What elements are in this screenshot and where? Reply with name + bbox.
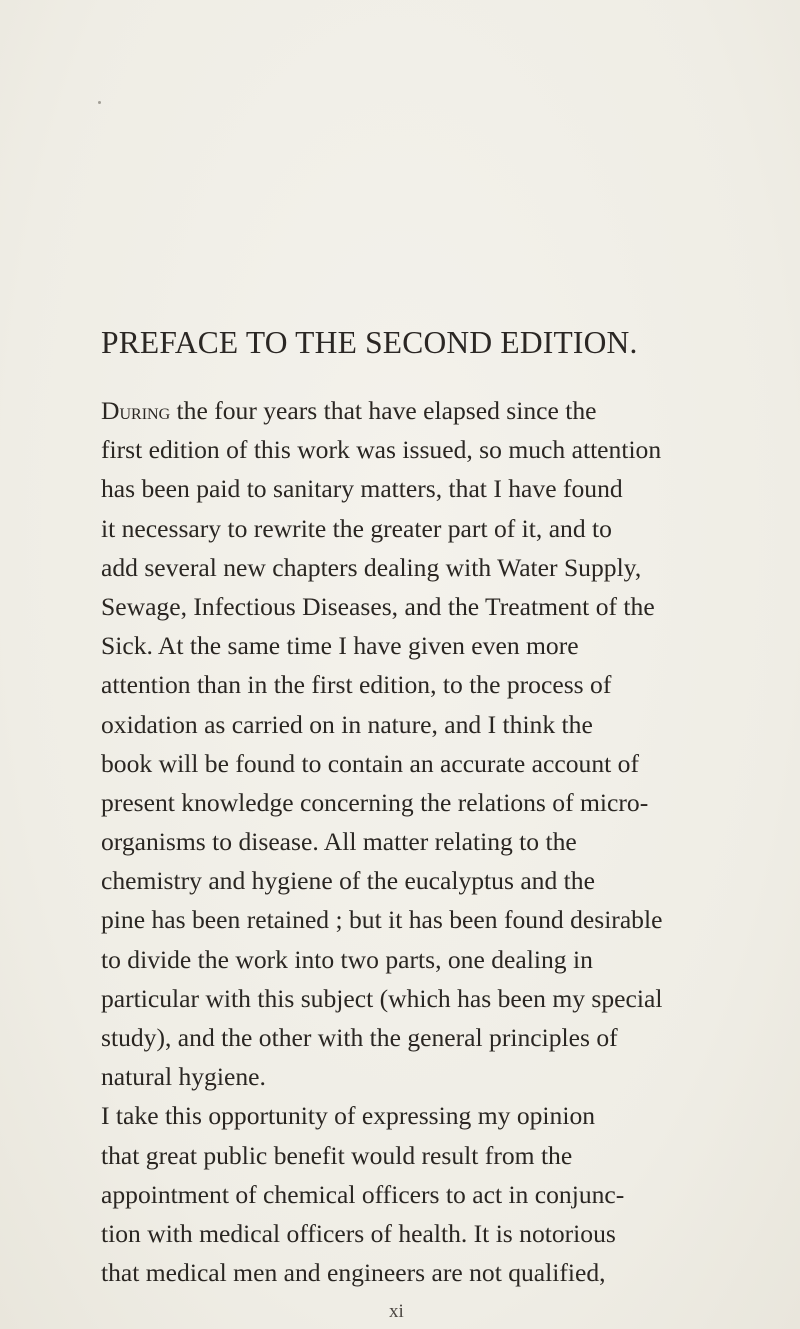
text-line: appointment of chemical officers to act in conjunc-: [101, 1179, 625, 1209]
text-line: present knowledge concerning the relations of micro-: [101, 787, 649, 817]
text-line: During the four years that have elapsed since the: [101, 396, 597, 425]
preface-body: [101, 391, 800, 1292]
text-line: it necessary to rewrite the greater part of it, and to: [101, 513, 612, 543]
text-line: book will be found to contain an accurate account of: [101, 748, 639, 778]
text-line: organisms to disease. All matter relating to the: [101, 827, 577, 857]
text-line: tion with medical officers of health. It is notorious: [101, 1218, 616, 1248]
text-line: natural hygiene.: [101, 1062, 266, 1092]
text-line: study), and the other with the general principles of: [101, 1023, 618, 1052]
text-line: has been paid to sanitary matters, that I have found: [101, 474, 623, 504]
text-line: chemistry and hygiene of the eucalyptus and the: [101, 866, 595, 896]
text-line: Sewage, Infectious Diseases, and the Treatment of the: [101, 591, 655, 621]
text-line: oxidation as carried on in nature, and I think the: [101, 709, 593, 739]
page-number: xi: [389, 1301, 404, 1322]
text-line: that medical men and engineers are not qualified,: [101, 1258, 606, 1288]
text-line: Sick. At the same time I have given even more: [101, 631, 579, 661]
page-title: PREFACE TO THE SECOND EDITION.: [101, 325, 638, 360]
text-line: particular with this subject (which has been my special: [101, 983, 663, 1013]
text-line: add several new chapters dealing with Water Supply,: [101, 552, 642, 582]
text-line: that great public benefit would result from the: [101, 1140, 573, 1170]
text-line: first edition of this work was issued, so much attention: [101, 435, 662, 465]
paper-speck: [98, 101, 101, 104]
text-line: I take this opportunity of expressing my opinion: [101, 1101, 596, 1131]
text-line: pine has been retained ; but it has been found desirable: [101, 905, 663, 935]
text-line: to divide the work into two parts, one dealing in: [101, 944, 593, 974]
text-line: attention than in the first edition, to the process of: [101, 670, 612, 700]
